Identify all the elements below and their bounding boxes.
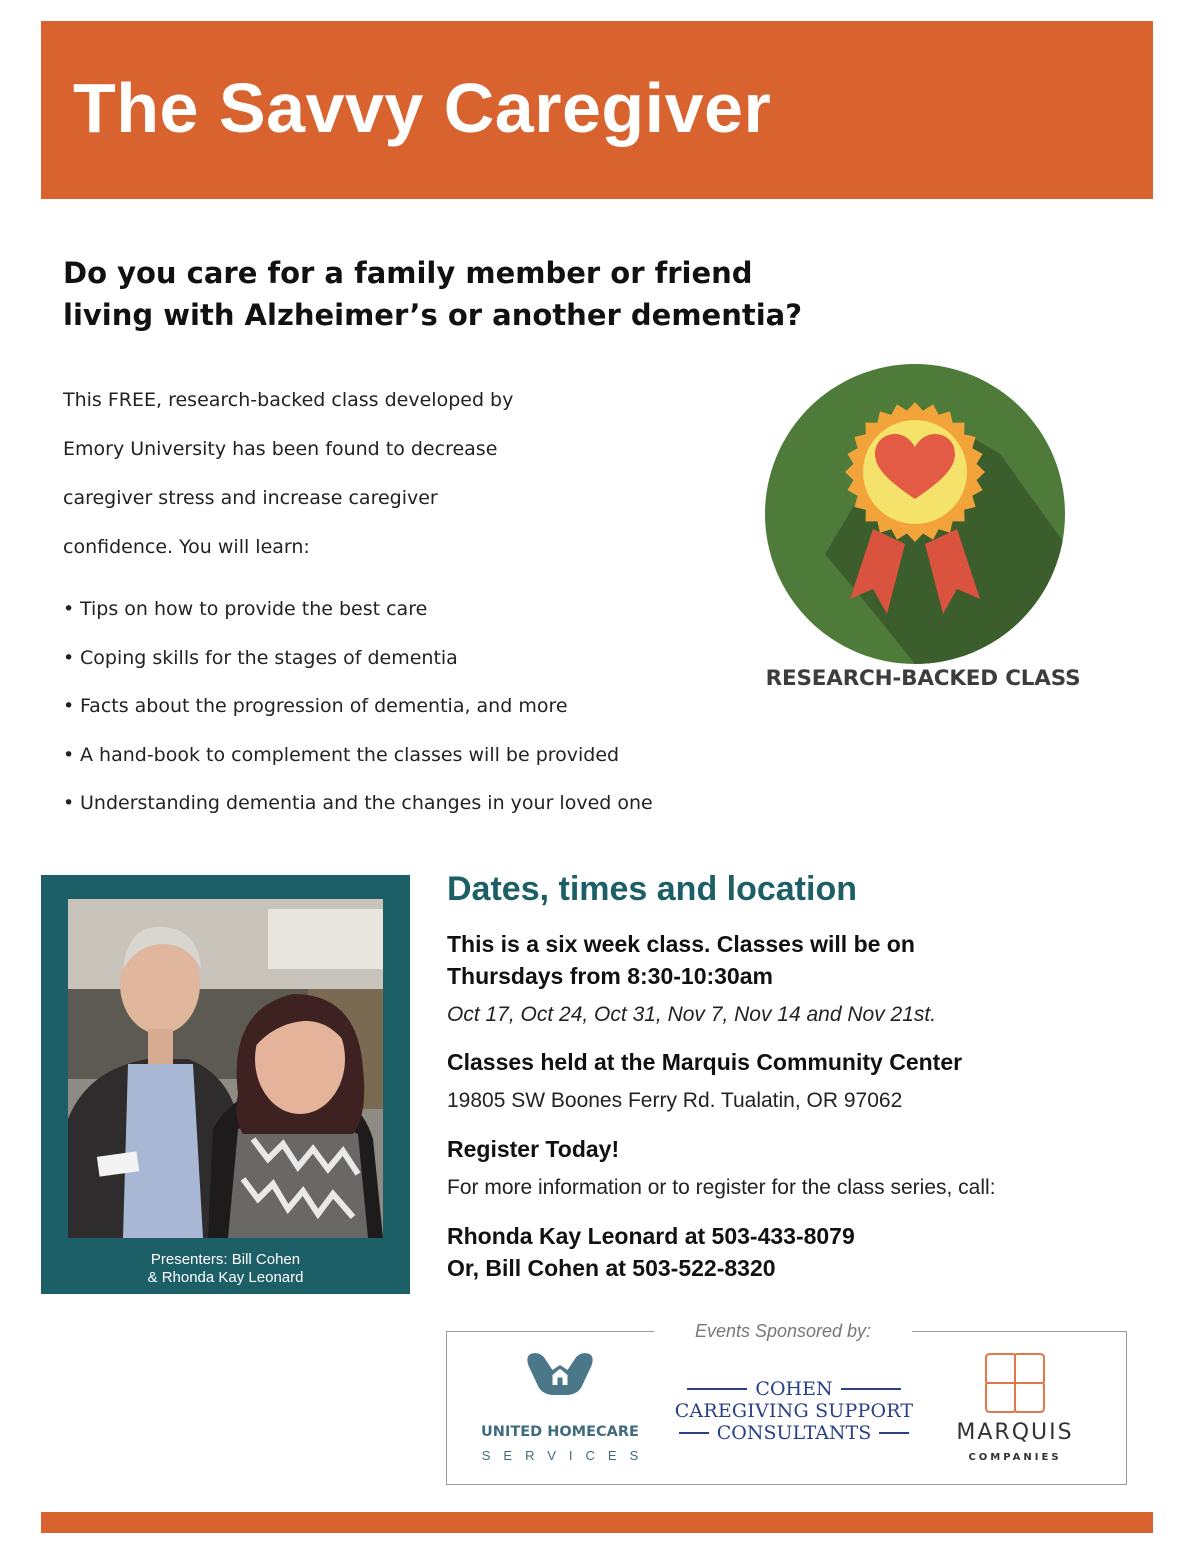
intro-line: caregiver stress and increase caregiver [63, 487, 438, 509]
page-title: The Savvy Caregiver [73, 69, 772, 147]
learn-list [63, 585, 653, 828]
united-homecare-name: UNITED HOMECARE [481, 1424, 639, 1440]
contact-list [447, 1220, 855, 1284]
research-badge-icon [765, 364, 1065, 664]
intro-line: This FREE, research-backed class developed by [63, 389, 514, 411]
cohen-line-2 [668, 1400, 920, 1422]
schedule-text [447, 928, 915, 992]
list-item-text: Facts about the progression of dementia, and more [80, 695, 568, 717]
list-item-text: Coping skills for the stages of dementia [80, 646, 458, 669]
list-item-text: Tips on how to provide the best care [80, 598, 428, 620]
presenter-photo-frame [41, 875, 410, 1294]
schedule-line: This is a six week class. Classes will be on [447, 931, 915, 957]
cohen-logo [668, 1378, 920, 1444]
marquis-sub: COMPANIES [968, 1452, 1062, 1463]
caption-line: & Rhonda Kay Leonard [147, 1269, 304, 1286]
list-item [63, 634, 653, 683]
intro-line: confidence. You will learn: [63, 536, 310, 558]
bullet-icon: • [63, 598, 75, 620]
bullet-icon: • [63, 646, 75, 669]
badge-label: RESEARCH-BACKED CLASS [765, 666, 1081, 691]
sponsor-label: Events Sponsored by: [654, 1318, 912, 1344]
cohen-line-1 [668, 1378, 920, 1400]
presenter-photo [68, 899, 383, 1238]
title-banner [41, 21, 1153, 199]
cohen-line-3 [668, 1422, 920, 1444]
contact-line: Or, Bill Cohen at 503-522-8320 [447, 1255, 776, 1281]
marquis-flower-icon [984, 1352, 1046, 1414]
headline-line: Do you care for a family member or friend [63, 256, 753, 290]
bullet-icon: • [63, 792, 75, 814]
list-item-text: Understanding dementia and the changes in your loved one [80, 792, 653, 814]
cohen-text: COHEN [755, 1378, 833, 1400]
intro-line: Emory University has been found to decrease [63, 438, 498, 460]
footer-bar [41, 1512, 1153, 1533]
contact-line: Rhonda Kay Leonard at 503-433-8079 [447, 1223, 855, 1249]
headline-question [63, 252, 883, 336]
united-homecare-sub: SERVICES [481, 1448, 652, 1463]
class-dates: Oct 17, Oct 24, Oct 31, Nov 7, Nov 14 and Nov 21st. [447, 1003, 937, 1026]
cohen-text: CAREGIVING SUPPORT [674, 1400, 914, 1422]
caption-line: Presenters: Bill Cohen [150, 1251, 301, 1268]
photo-caption [41, 1251, 410, 1287]
list-item [63, 731, 653, 780]
cohen-text: CONSULTANTS [716, 1422, 872, 1444]
marquis-name: MARQUIS [956, 1420, 1074, 1445]
list-item [63, 585, 653, 634]
list-item-text: A hand-book to complement the classes will be provided [80, 743, 620, 766]
venue-name: Classes held at the Marquis Community Center [447, 1049, 963, 1075]
list-item [63, 779, 653, 828]
schedule-line: Thursdays from 8:30-10:30am [447, 963, 773, 989]
hands-house-icon [470, 1350, 650, 1425]
register-heading: Register Today! [447, 1136, 620, 1162]
register-text: For more information or to register for the class series, call: [447, 1176, 996, 1199]
bullet-icon: • [63, 743, 75, 766]
venue-address: 19805 SW Boones Ferry Rd. Tualatin, OR 97062 [447, 1089, 903, 1112]
details-heading: Dates, times and location [447, 870, 857, 908]
headline-line: living with Alzheimer’s or another dementia? [63, 298, 803, 332]
list-item [63, 682, 653, 731]
intro-paragraph [63, 376, 623, 572]
bullet-icon: • [63, 695, 75, 717]
